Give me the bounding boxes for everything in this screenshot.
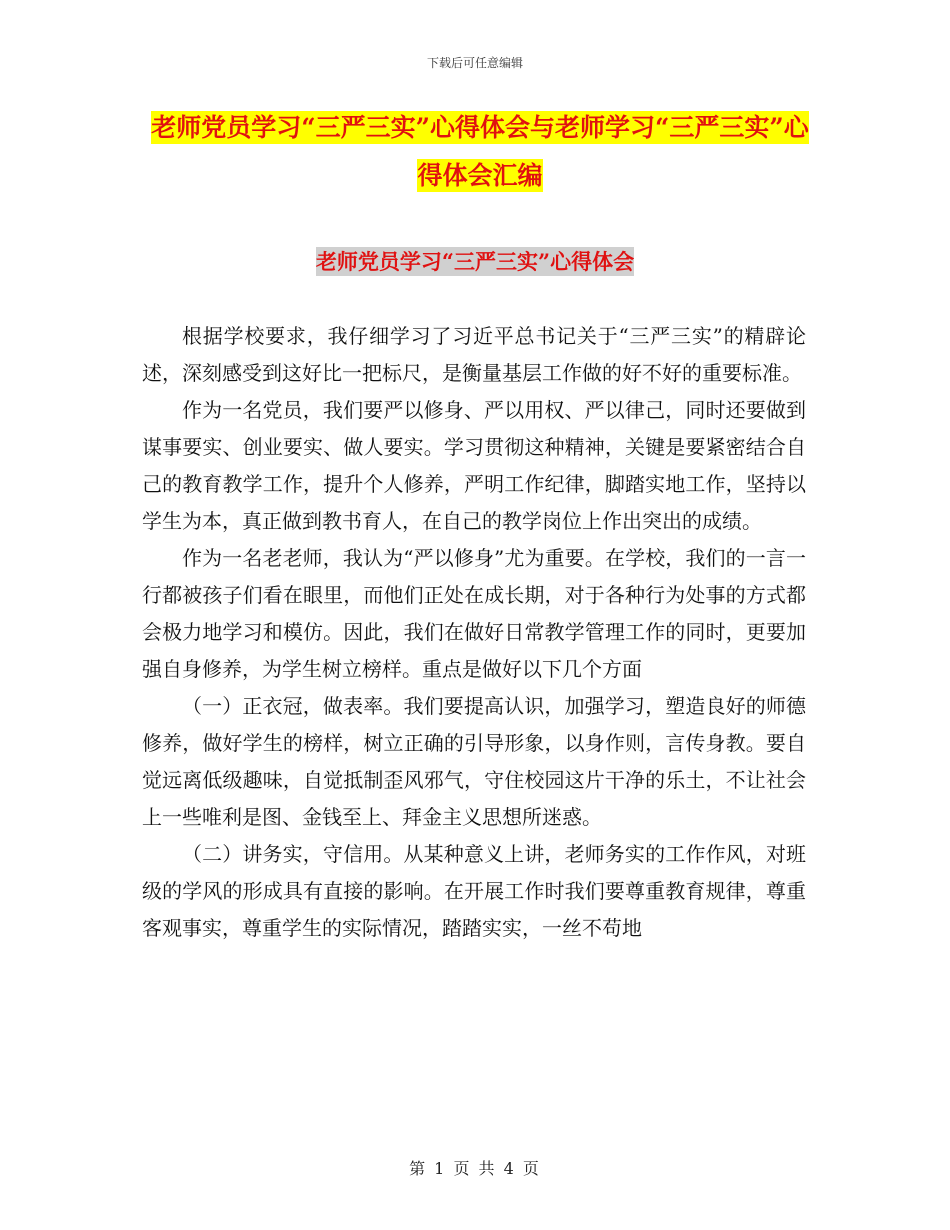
paragraph: 作为一名党员，我们要严以修身、严以用权、严以律己，同时还要做到谋事要实、创业要实、做人要实。学习贯彻这种精神，关键是要紧密结合自己的教育教学工作，提升个人修养，严明工作纪律，脚踏实地工作，坚持以学生为本，真正做到教书育人，在自己的教学岗位上作出突出的成绩。: [142, 398, 806, 533]
paragraph: （一）正衣冠，做表率。我们要提高认识，加强学习，塑造良好的师德修养，做好学生的榜样，树立正确的引导形象，以身作则，言传身教。要自觉远离低级趣味，自觉抵制歪风邪气，守住校园这片干净的乐土，不让社会上一些唯利是图、金钱至上、拜金主义思想所迷惑。: [142, 694, 806, 829]
document-title-text: 老师党员学习“三严三实”心得体会与老师学习“三严三实”心得体会汇编: [151, 113, 809, 190]
paragraph: 作为一名老老师，我认为“严以修身”尤为重要。在学校，我们的一言一行都被孩子们看在眼里，而他们正处在成长期，对于各种行为处事的方式都会极力地学习和模仿。因此，我们在做好日常教学管理工作的同时，更要加强自身修养，为学生树立榜样。重点是做好以下几个方面: [142, 546, 806, 681]
section-title-text: 老师党员学习“三严三实”心得体会: [315, 249, 635, 274]
page-number: 第 1 页 共 4 页: [409, 1159, 541, 1178]
paragraph: （二）讲务实，守信用。从某种意义上讲，老师务实的工作作风，对班级的学风的形成具有直接的影响。在开展工作时我们要尊重教育规律，尊重客观事实，尊重学生的实际情况，踏踏实实，一丝不苟地: [142, 842, 806, 940]
document-title: [150, 104, 810, 200]
header-note: 下载后可任意编辑: [426, 56, 523, 70]
section-title: [0, 244, 950, 280]
paragraph: 根据学校要求，我仔细学习了习近平总书记关于“三严三实”的精辟论述，深刻感受到这好比一把标尺，是衡量基层工作做的好不好的重要标准。: [142, 324, 806, 385]
body-text: [142, 318, 806, 947]
